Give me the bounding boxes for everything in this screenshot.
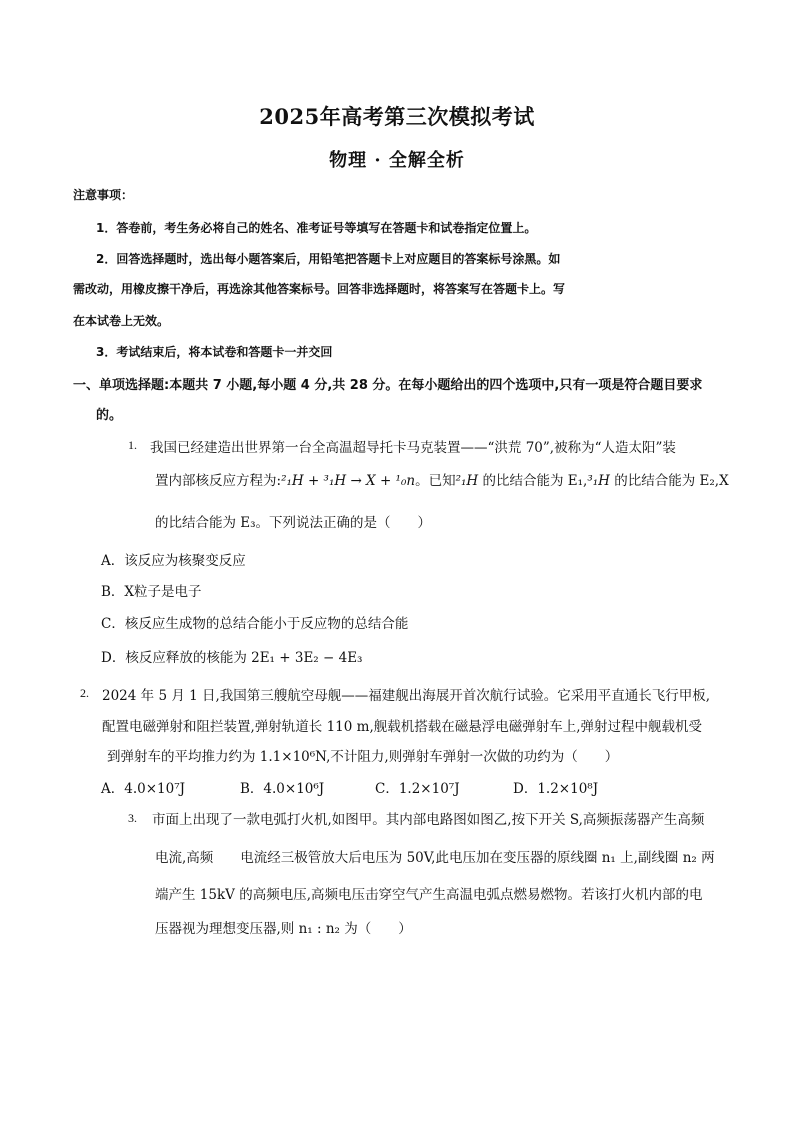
tritium-symbol: ³₁H <box>587 473 610 489</box>
page-title: 2025年高考第三次模拟考试 <box>259 104 535 129</box>
q1-option-b: B．X粒子是电子 <box>101 584 202 600</box>
q3-line-2: 电流,高频 电流经三极管放大后电压为 50V,此电压加在变压器的原线圈 n₁ 上,副线圈 n₂ 两 <box>155 850 715 866</box>
reaction-equation: ²₁H + ³₁H → X + ¹₀n <box>281 473 416 489</box>
q3-line-4: 压器视为理想变压器,则 n₁ : n₂ 为（ ） <box>155 921 412 937</box>
notice-item-2: 2．回答选择题时，选出每小题答案后，用铅笔把答题卡上对应题目的答案标号涂黑。如 <box>96 252 561 266</box>
q3-line-1: 市面上出现了一款电弧打火机,如图甲。其内部电路图如图乙,按下开关 S,高频振荡器产生高频 <box>152 812 705 828</box>
page-subtitle: 物理 · 全解全析 <box>329 150 465 171</box>
q1-number: 1. <box>128 438 137 452</box>
q1-line-2-end: 的比结合能为 E₂,X <box>609 473 729 489</box>
q1-line-3: 的比结合能为 E₃。下列说法正确的是（ ） <box>155 515 432 531</box>
q1-line-1: 我国已经建造出世界第一台全高温超导托卡马克装置——“洪荒 70”,被称为“人造太阳”装 <box>150 440 676 456</box>
notice-item-1: 1．答卷前，考生务必将自己的姓名、准考证号等填写在答题卡和试卷指定位置上。 <box>96 221 537 235</box>
q1-line-2-mid: 。已知 <box>415 473 456 489</box>
q3-number: 3. <box>128 811 137 825</box>
q1-line-2-mid2: 的比结合能为 E₁, <box>478 473 588 489</box>
notice-heading: 注意事项： <box>73 188 134 202</box>
q2-option-b: B．4.0×10⁶J <box>240 781 325 797</box>
section-heading-cont: 的。 <box>96 408 123 423</box>
q1-line-2 <box>155 469 729 489</box>
q2-number: 2. <box>80 686 89 700</box>
q3-line-3: 端产生 15kV 的高频电压,高频电压击穿空气产生高温电弧点燃易燃物。若该打火机内部的电 <box>155 887 703 903</box>
q1-option-a: A．该反应为核聚变反应 <box>101 553 246 569</box>
deuterium-symbol: ²₁H <box>455 473 479 489</box>
q2-option-d: D．1.2×10⁸J <box>513 781 599 797</box>
q1-line-2-prefix: 置内部核反应方程为: <box>155 473 282 489</box>
notice-item-2-end: 在本试卷上无效。 <box>73 314 170 328</box>
q1-option-c: C．核反应生成物的总结合能小于反应物的总结合能 <box>101 616 409 632</box>
q2-option-c: C．1.2×10⁷J <box>375 781 460 797</box>
q2-line-1: 2024 年 5 月 1 日,我国第三艘航空母舰——福建舰出海展开首次航行试验。它采用平直通长飞行甲板, <box>102 688 711 704</box>
q2-option-a: A．4.0×10⁷J <box>101 781 186 797</box>
q2-line-3: 到弹射车的平均推力约为 1.1×10⁶N,不计阻力,则弹射车弹射一次做的功约为（ ） <box>107 749 619 765</box>
notice-item-3: 3．考试结束后，将本试卷和答题卡一并交回 <box>96 345 333 359</box>
notice-item-2-cont: 需改动，用橡皮擦干净后，再选涂其他答案标号。回答非选择题时，将答案写在答题卡上。写 <box>73 282 566 296</box>
q1-option-d: D．核反应释放的核能为 2E₁ + 3E₂ − 4E₃ <box>101 650 363 666</box>
section-heading: 一、单项选择题:本题共 7 小题,每小题 4 分,共 28 分。在每小题给出的四个选项中,只有一项是符合题目要求 <box>73 378 703 393</box>
q2-line-2: 配置电磁弹射和阻拦装置,弹射轨道长 110 m,舰载机搭载在磁悬浮电磁弹射车上,弹射过程中舰载机受 <box>102 719 703 735</box>
